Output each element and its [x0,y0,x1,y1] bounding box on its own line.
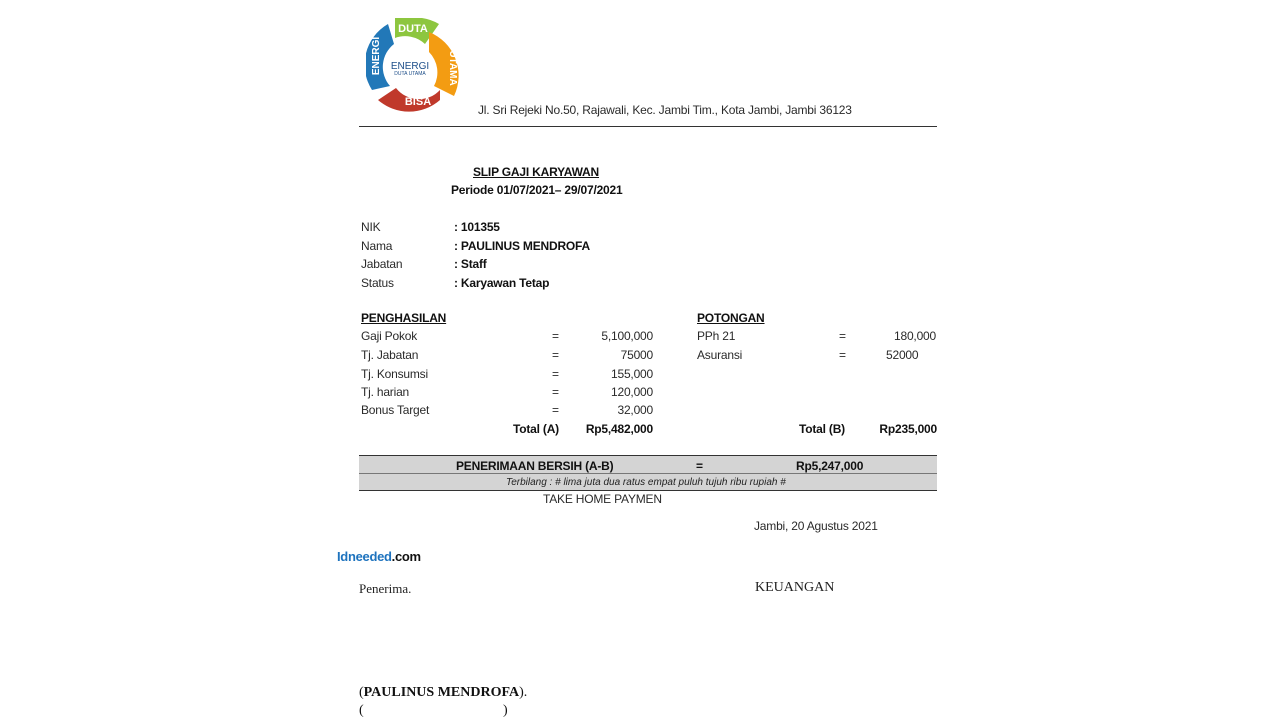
deduction-item-value: 52000 [886,348,919,362]
finance-label: KEUANGAN [755,580,835,595]
logo-text-bisa: BISA [404,96,432,108]
income-item-value: 32,000 [617,403,653,417]
nik-label: NIK [361,220,381,234]
net-pay-eq: = [696,459,703,473]
status-value: : Karyawan Tetap [454,276,550,290]
income-item-label: Tj. harian [361,385,410,399]
nik-value: : 101355 [454,220,500,234]
logo-text-duta: DUTA [398,23,428,35]
deduction-item-eq: = [839,348,846,362]
place-date: Jambi, 20 Agustus 2021 [754,519,878,533]
name-label: Nama [361,239,393,253]
income-item-value: 120,000 [611,385,653,399]
income-item-label: Tj. Konsumsi [361,367,428,381]
watermark [337,549,421,564]
income-item-value: 5,100,000 [601,329,653,343]
spelled-amount: Terbilang : # lima juta dua ratus empat puluh tujuh ribu rupiah # [506,477,786,488]
deduction-item-label: Asuransi [697,348,743,362]
income-item-eq: = [552,348,559,362]
blank-open-paren: ( [359,703,364,718]
deductions-total-label: Total (B) [799,422,845,436]
receiver-open-paren: ( [359,685,364,700]
take-home-label: TAKE HOME PAYMEN [543,492,662,506]
net-bottom-rule [359,490,937,491]
slip-title: SLIP GAJI KARYAWAN [473,165,599,179]
income-item-eq: = [552,367,559,381]
receiver-name: PAULINUS MENDROFA [363,685,520,700]
income-item-label: Tj. Jabatan [361,348,419,362]
deductions-total-value: Rp235,000 [879,422,937,436]
logo-text-duta-utama: DUTA UTAMA [394,71,426,77]
logo-text-energi: ENERGI [390,61,430,72]
logo-text-energi-side: ENERGI [371,36,382,76]
deduction-item-value: 180,000 [894,329,936,343]
income-item-value: 75000 [620,348,653,362]
position-value: : Staff [454,257,487,271]
slip-period: Periode 01/07/2021– 29/07/2021 [451,183,623,197]
receiver-label: Penerima. [359,581,412,596]
company-logo [366,16,468,118]
income-heading: PENGHASILAN [361,311,447,325]
net-pay-value: Rp5,247,000 [796,459,864,473]
company-address: Jl. Sri Rejeki No.50, Rajawali, Kec. Jambi Tim., Kota Jambi, Jambi 36123 [478,103,852,117]
receiver-close-paren: ). [519,685,528,700]
blank-close-paren: ) [503,703,508,718]
net-pay-label: PENERIMAAN BERSIH (A-B) [456,459,614,473]
income-item-label: Gaji Pokok [361,329,418,343]
income-item-eq: = [552,329,559,343]
header-divider [359,126,937,127]
income-item-eq: = [552,385,559,399]
income-total-value: Rp5,482,000 [585,422,653,436]
deductions-heading: POTONGAN [697,311,765,325]
income-item-eq: = [552,403,559,417]
income-item-label: Bonus Target [361,403,430,417]
deduction-item-eq: = [839,329,846,343]
name-value: : PAULINUS MENDROFA [454,239,590,253]
status-label: Status [361,276,394,290]
receiver-signature-line [359,685,527,701]
watermark-brand: Idneeded [337,549,392,564]
income-item-value: 155,000 [611,367,653,381]
logo-text-utama: UTAMA [447,50,458,86]
position-label: Jabatan [361,257,403,271]
income-total-label: Total (A) [513,422,559,436]
deduction-item-label: PPh 21 [697,329,736,343]
watermark-suffix: .com [391,549,421,564]
